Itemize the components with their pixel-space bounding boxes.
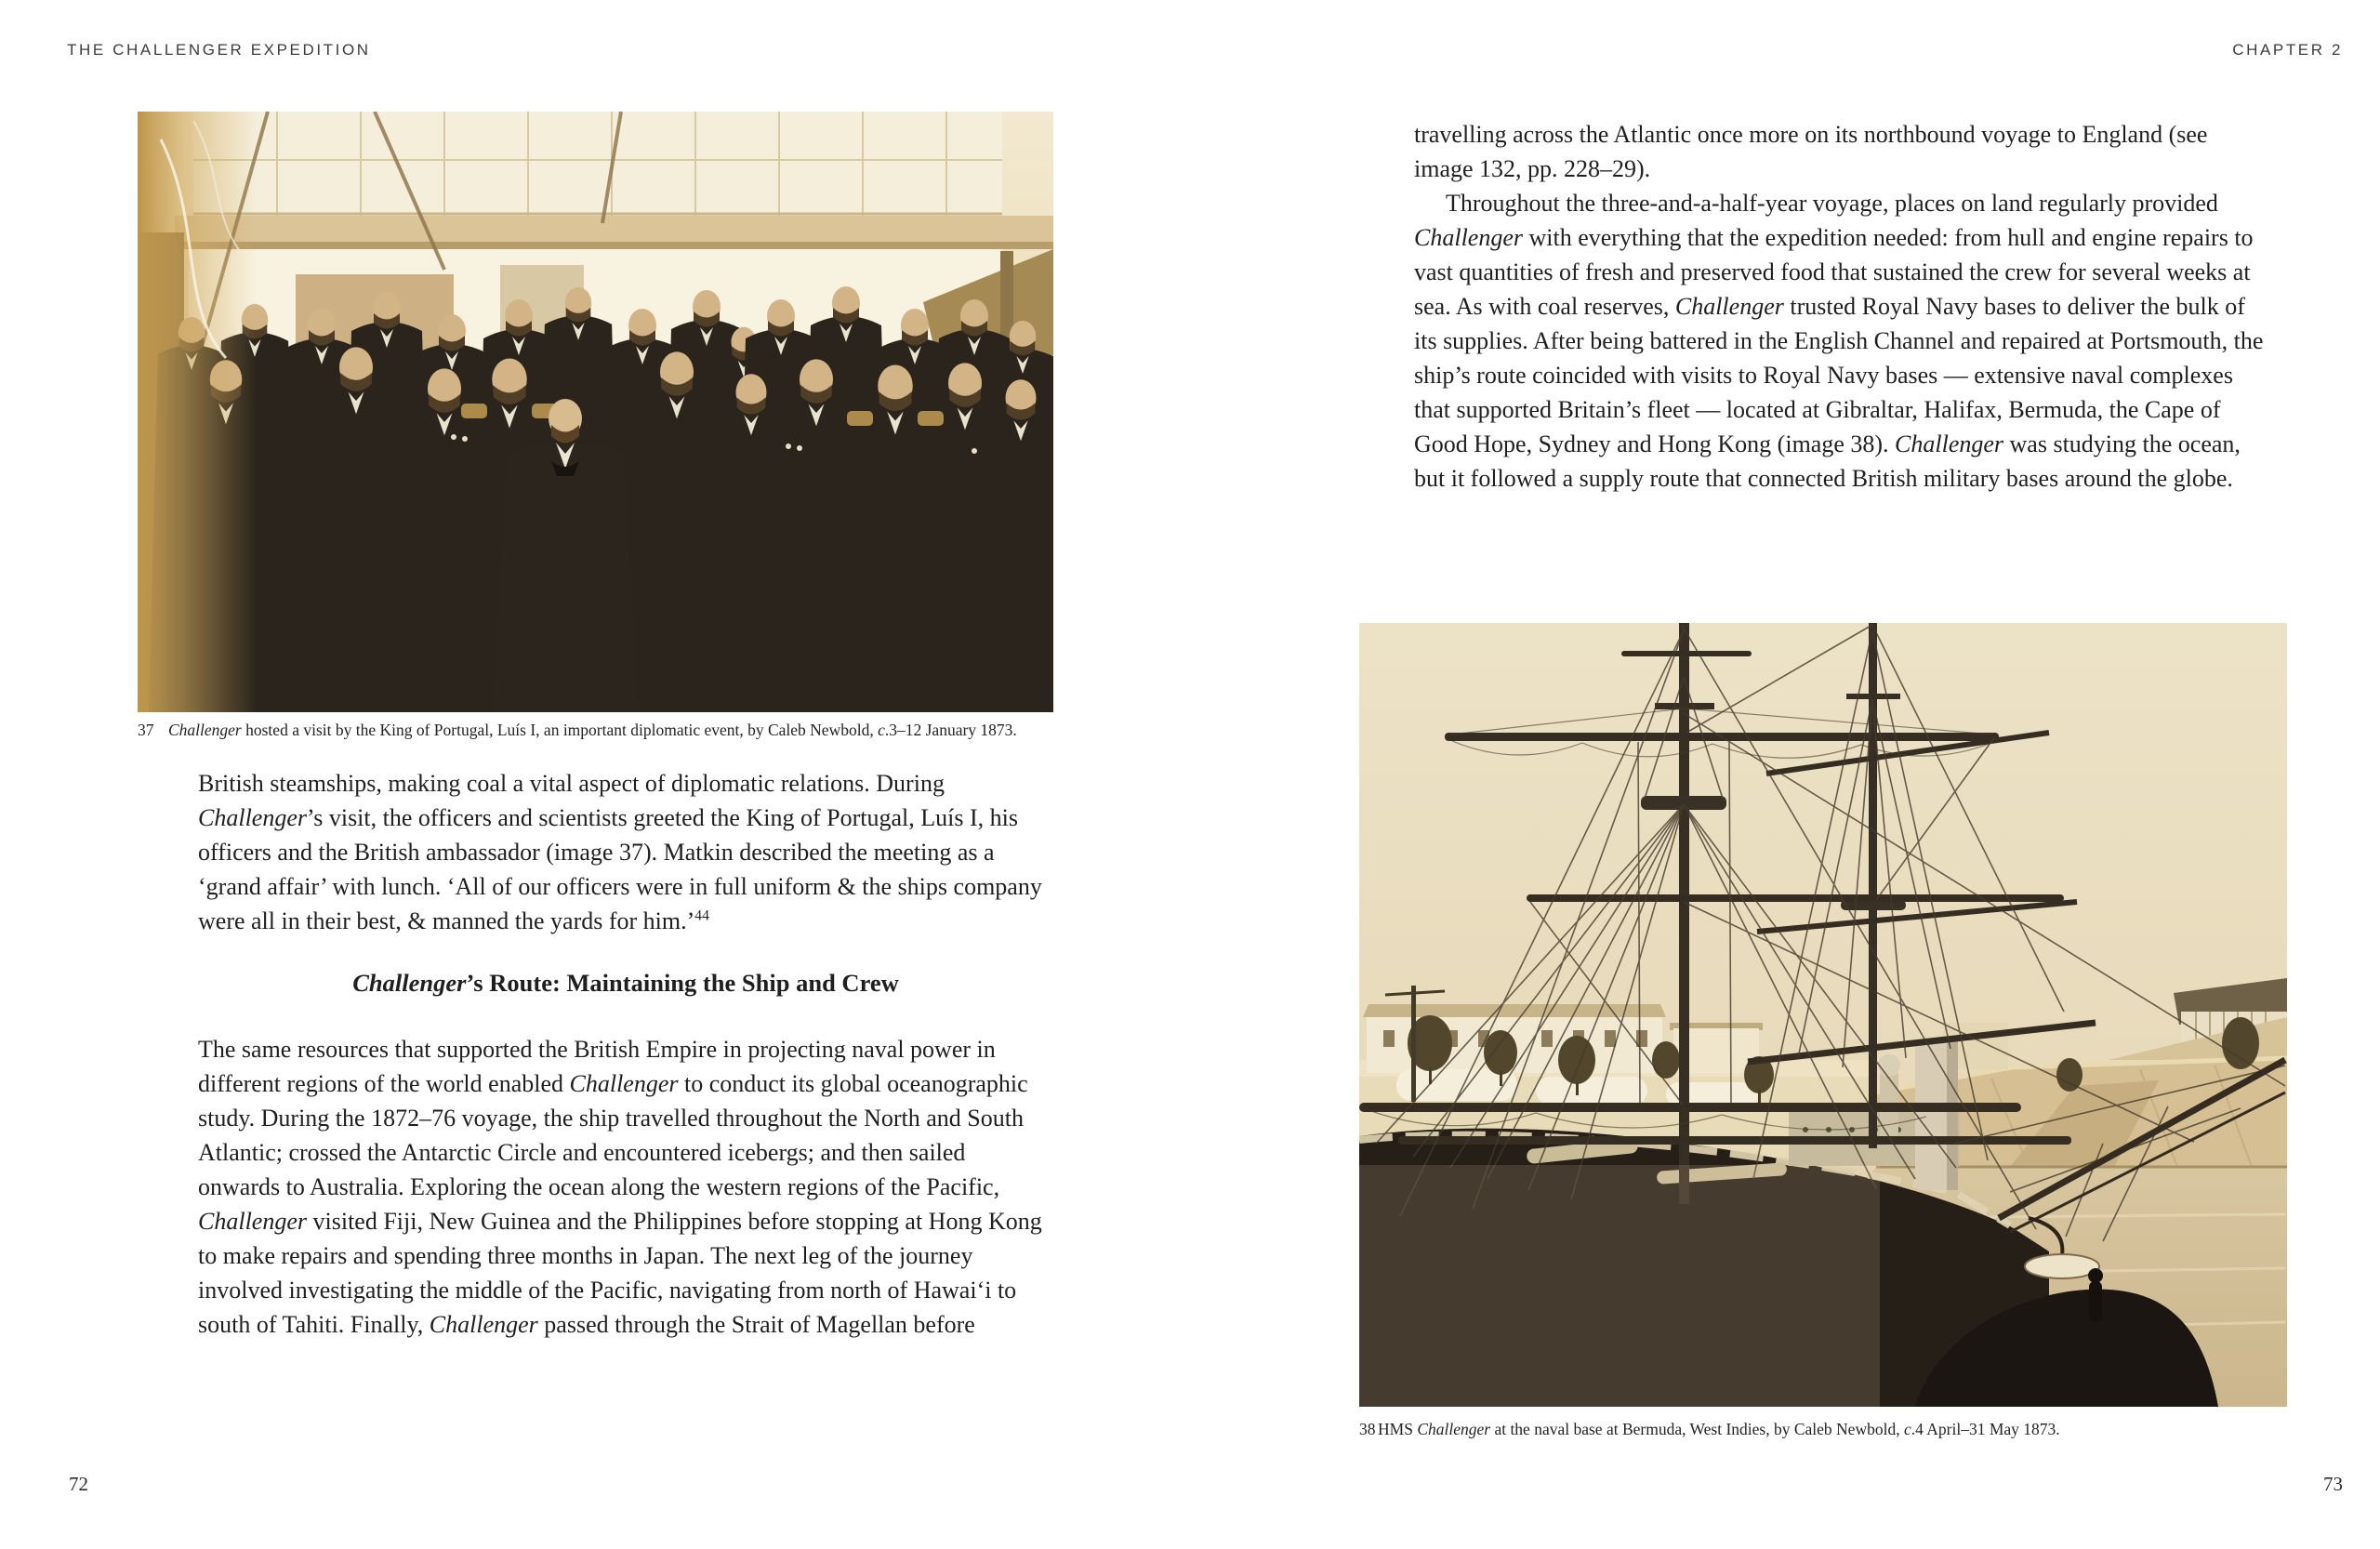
running-head-right: CHAPTER 2 bbox=[2232, 41, 2343, 59]
left-body-column bbox=[198, 766, 1053, 1342]
running-head-left: THE CHALLENGER EXPEDITION bbox=[67, 41, 371, 59]
section-heading: Challenger’s Route: Maintaining the Ship and Crew bbox=[352, 969, 899, 997]
right-paragraph-2: Throughout the three-and-a-half-year voyage, places on land regularly provided Challenger with everything that the expedition needed: from hull and engine repairs to vast quantities of fresh and preserved food that sustained the crew for several weeks at sea. As with coal reserves, Challenger trusted Royal Navy bases to deliver the bulk of its supplies. After being battered in the English Channel and repaired at Portsmouth, the ship’s route coincided with visits to Royal Navy bases — extensive naval complexes that supported Britain’s fleet — located at Gibraltar, Halifax, Bermuda, the Cape of Good Hope, Sydney and Hong Kong (image 38). Challenger was studying the ocean, but it followed a supply route that connected British military bases around the globe. bbox=[1414, 190, 2264, 492]
page-number-left: 72 bbox=[69, 1473, 88, 1495]
right-body-column bbox=[1414, 117, 2269, 496]
figure-caption-text: HMS Challenger at the naval base at Bermuda, West Indies, by Caleb Newbold, c.4 April–31 May 1873. bbox=[1378, 1420, 2060, 1438]
officers-group-photo-art bbox=[138, 112, 1053, 712]
left-paragraph-2: The same resources that supported the British Empire in projecting naval power in different regions of the world enabled Challenger to conduct its global oceanographic study. During the 1872–76 voyage, the ship travelled throughout the North and South Atlantic; crossed the Antarctic Circle and encountered icebergs; and then sailed onwards to Australia. Exploring the ocean along the western regions of the Pacific, Challenger visited Fiji, New Guinea and the Philippines before stopping at Hong Kong to make repairs and spending three months in Japan. The next leg of the journey involved investigating the middle of the Pacific, navigating from north of Hawai‘i to south of Tahiti. Finally, Challenger passed through the Strait of Magellan before bbox=[198, 1036, 1042, 1338]
right-paragraph-1: travelling across the Atlantic once more on its northbound voyage to England (see image 132, pp. 228–29). bbox=[1414, 121, 2208, 182]
ship-at-bermuda-photo-art bbox=[1359, 623, 2287, 1407]
left-paragraph-1: British steamships, making coal a vital aspect of diplomatic relations. During Challenger’s visit, the officers and scientists greeted the King of Portugal, Luís I, his officers and the British ambassador (image 37). Matkin described the meeting as a ‘grand affair’ with lunch. ‘All of our officers were in full uniform & the ships company were all in their best, & manned the yards for him.’$^{44}$ bbox=[198, 770, 1042, 934]
figure-37-photo bbox=[138, 112, 1053, 712]
page-number-right: 73 bbox=[2323, 1473, 2343, 1495]
figure-38-photo bbox=[1359, 623, 2287, 1407]
figure-38-caption bbox=[1359, 1419, 2060, 1439]
figure-number: 37 bbox=[138, 721, 154, 739]
figure-37-caption bbox=[138, 720, 1017, 740]
figure-number: 38 bbox=[1359, 1420, 1376, 1438]
figure-caption-text: Challenger hosted a visit by the King of Portugal, Luís I, an important diplomatic event, by Caleb Newbold, c.3–12 January 1873. bbox=[168, 721, 1017, 739]
